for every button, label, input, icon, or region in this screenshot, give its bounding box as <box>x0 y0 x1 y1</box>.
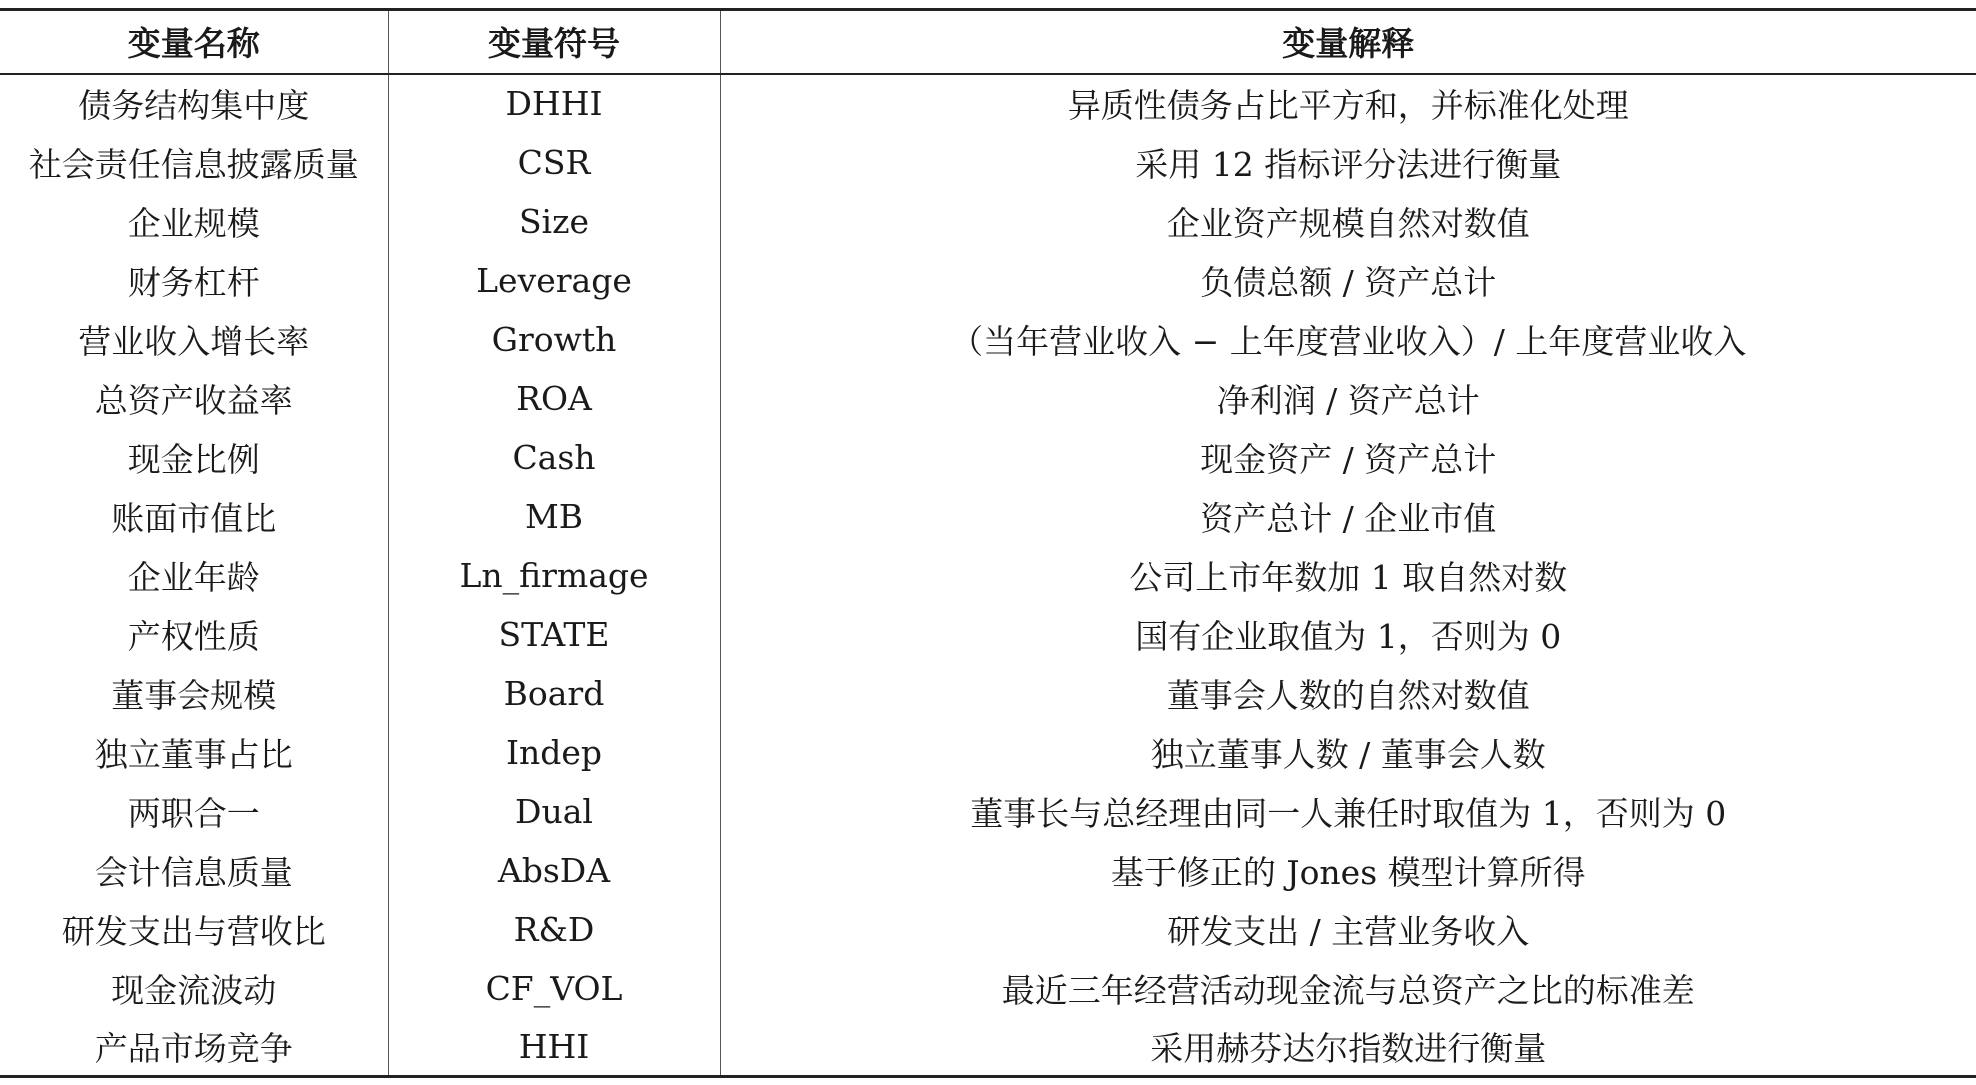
cell-variable-name: 现金流波动 <box>111 970 277 1010</box>
table-row <box>0 251 1976 310</box>
cell-variable-symbol: CF_VOL <box>388 959 720 1018</box>
cell-variable-name: 董事会规模 <box>111 675 277 715</box>
cell-variable-symbol: Size <box>388 192 720 251</box>
table-row <box>0 900 1976 959</box>
cell-variable-symbol: AbsDA <box>388 841 720 900</box>
cell-variable-explanation: 基于修正的 Jones 模型计算所得 <box>720 841 1976 900</box>
table-row <box>0 133 1976 192</box>
cell-variable-explanation: 资产总计 / 企业市值 <box>720 487 1976 546</box>
header-variable-name: 变量名称 <box>0 10 388 74</box>
cell-variable-name: 社会责任信息披露质量 <box>28 144 359 184</box>
cell-variable-symbol: STATE <box>388 605 720 664</box>
table-row <box>0 546 1976 605</box>
cell-variable-explanation: 净利润 / 资产总计 <box>720 369 1976 428</box>
header-variable-explanation: 变量解释 <box>720 10 1976 74</box>
cell-variable-explanation: 公司上市年数加 1 取自然对数 <box>720 546 1976 605</box>
cell-variable-explanation: 企业资产规模自然对数值 <box>720 192 1976 251</box>
cell-variable-name: 产权性质 <box>127 616 260 656</box>
cell-variable-explanation: 独立董事人数 / 董事会人数 <box>720 723 1976 782</box>
cell-variable-explanation: 异质性债务占比平方和，并标准化处理 <box>720 74 1976 133</box>
table-row <box>0 74 1976 133</box>
table-row <box>0 310 1976 369</box>
cell-variable-symbol: Dual <box>388 782 720 841</box>
variable-definition-table-container <box>0 8 1976 1078</box>
cell-variable-name: 债务结构集中度 <box>78 86 310 125</box>
cell-variable-explanation: 采用 12 指标评分法进行衡量 <box>720 133 1976 192</box>
cell-variable-explanation: 董事会人数的自然对数值 <box>720 664 1976 723</box>
cell-variable-symbol: Ln_firmage <box>388 546 720 605</box>
cell-variable-name: 营业收入增长率 <box>78 321 310 361</box>
variable-definition-table <box>0 8 1976 1078</box>
cell-variable-explanation: （当年营业收入 − 上年度营业收入）/ 上年度营业收入 <box>720 310 1976 369</box>
cell-variable-explanation: 采用赫芬达尔指数进行衡量 <box>720 1018 1976 1077</box>
cell-variable-name: 企业年龄 <box>127 557 260 597</box>
cell-variable-name: 两职合一 <box>127 793 260 833</box>
header-variable-symbol: 变量符号 <box>388 10 720 74</box>
table-row <box>0 487 1976 546</box>
cell-variable-symbol: Board <box>388 664 720 723</box>
table-row <box>0 664 1976 723</box>
cell-variable-name: 账面市值比 <box>111 498 277 538</box>
cell-variable-symbol: DHHI <box>388 74 720 133</box>
cell-variable-symbol: ROA <box>388 369 720 428</box>
cell-variable-explanation: 研发支出 / 主营业务收入 <box>720 900 1976 959</box>
table-header-row <box>0 10 1976 74</box>
cell-variable-name: 会计信息质量 <box>94 852 293 892</box>
cell-variable-symbol: Indep <box>388 723 720 782</box>
cell-variable-symbol: R&D <box>388 900 720 959</box>
cell-variable-name: 现金比例 <box>127 439 260 479</box>
cell-variable-explanation: 最近三年经营活动现金流与总资产之比的标准差 <box>720 959 1976 1018</box>
cell-variable-symbol: CSR <box>388 133 720 192</box>
cell-variable-name: 总资产收益率 <box>94 380 293 420</box>
table-row <box>0 723 1976 782</box>
cell-variable-symbol: MB <box>388 487 720 546</box>
table-row <box>0 782 1976 841</box>
table-row <box>0 841 1976 900</box>
cell-variable-explanation: 董事长与总经理由同一人兼任时取值为 1，否则为 0 <box>720 782 1976 841</box>
cell-variable-explanation: 国有企业取值为 1，否则为 0 <box>720 605 1976 664</box>
cell-variable-name: 产品市场竞争 <box>0 1018 388 1077</box>
cell-variable-explanation: 现金资产 / 资产总计 <box>720 428 1976 487</box>
cell-variable-name: 企业规模 <box>127 203 260 243</box>
cell-variable-symbol: Cash <box>388 428 720 487</box>
cell-variable-name: 研发支出与营收比 <box>61 911 326 951</box>
table-row <box>0 1018 1976 1077</box>
table-row <box>0 192 1976 251</box>
cell-variable-explanation: 负债总额 / 资产总计 <box>720 251 1976 310</box>
cell-variable-name: 财务杠杆 <box>127 262 260 302</box>
table-row <box>0 605 1976 664</box>
table-row <box>0 959 1976 1018</box>
cell-variable-name: 独立董事占比 <box>94 734 293 774</box>
cell-variable-symbol: HHI <box>388 1018 720 1077</box>
cell-variable-symbol: Growth <box>388 310 720 369</box>
cell-variable-symbol: Leverage <box>388 251 720 310</box>
table-row <box>0 369 1976 428</box>
table-row <box>0 428 1976 487</box>
